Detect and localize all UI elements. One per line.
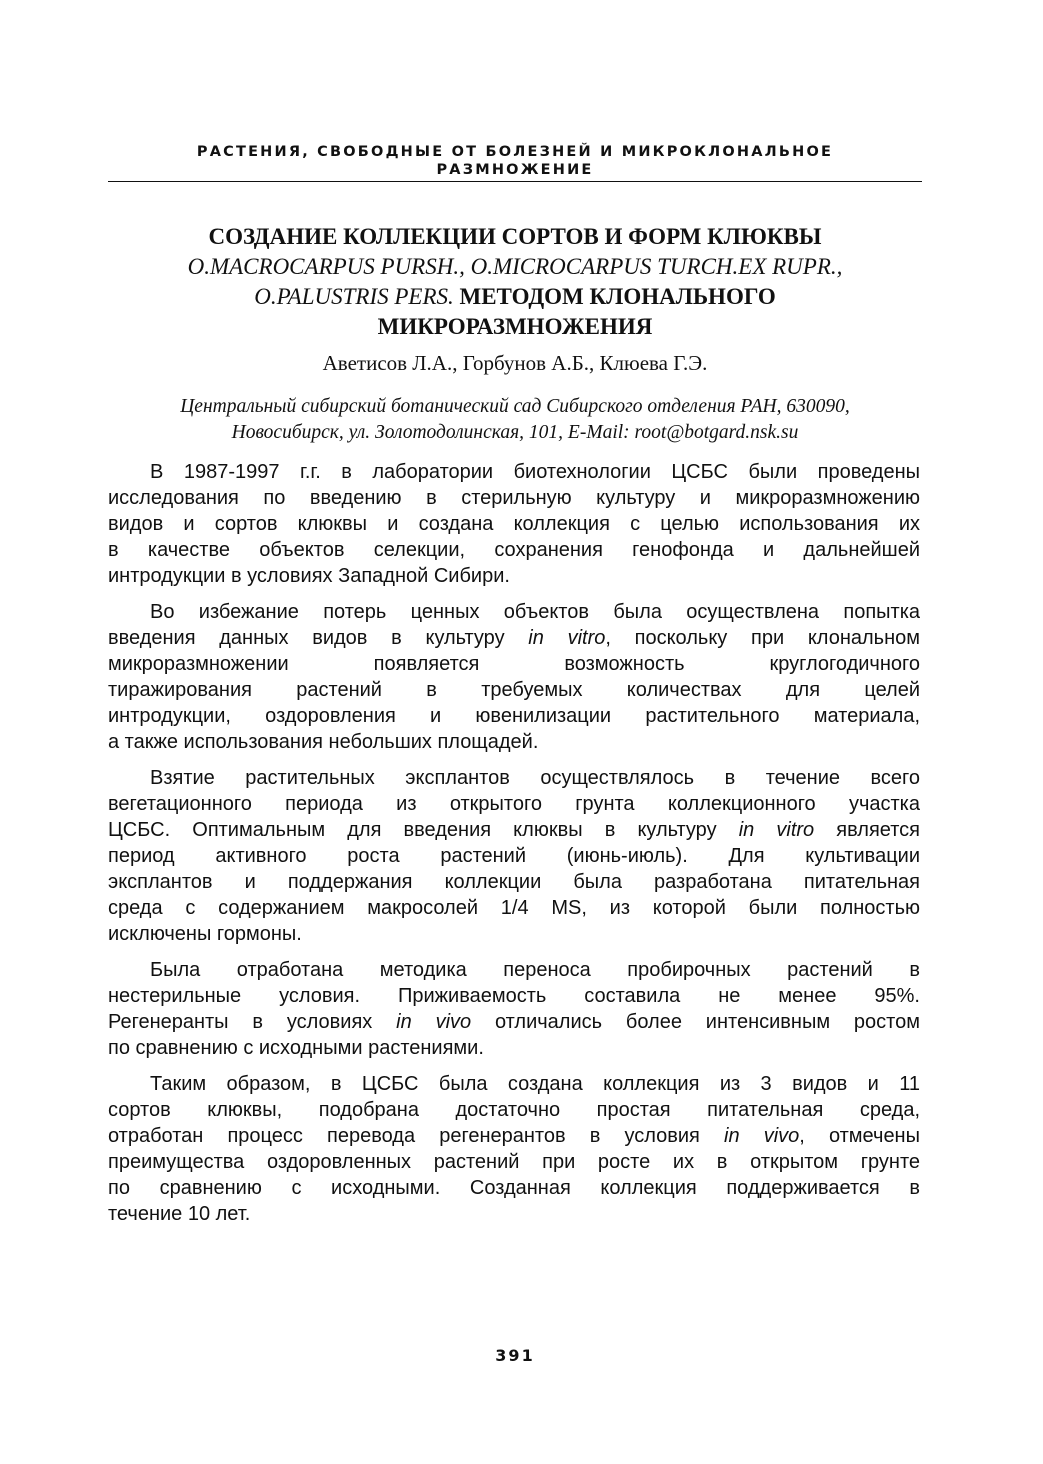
text-line: по сравнению с исходными растениями. [108,1037,484,1059]
text-line: течение 10 лет. [108,1203,251,1225]
text-line: среда с содержанием макросолей 1/4 MS, из которой были полностью [108,897,920,919]
text-run: отличались более интенсивным ростом [471,1011,920,1033]
text-run: является [814,819,920,841]
text-line: микроразмножении появляется возможность круглогодичного [108,653,920,675]
text-run: , поскольку при клональном [605,627,920,649]
text-line: а также использования небольших площадей. [108,731,539,753]
text-line [108,1009,920,1035]
text-line: сортов клюквы, подобрана достаточно простая питательная среда, [108,1099,920,1121]
text-line: период активного роста растений (июнь-июль). Для культивации [108,845,920,867]
text-line [108,625,920,651]
text-line: Во избежание потерь ценных объектов была осуществлена попытка [150,601,920,623]
text-line: интродукции в условиях Западной Сибири. [108,565,510,587]
affiliation-line: Центральный сибирский ботанический сад Сибирского отделения РАН, 630090, [180,396,850,417]
paragraph [108,1071,920,1227]
text-line [108,1123,920,1149]
text-line: интродукции, оздоровления и ювенилизации растительного материала, [108,705,920,727]
paper-title [108,222,922,342]
text-run: Регенеранты в условиях [108,1011,397,1033]
italic-term: in vivo [396,1011,472,1033]
text-line: Взятие растительных эксплантов осуществлялось в течение всего [150,767,920,789]
text-run: , отмечены [799,1125,920,1147]
running-head-line: РАСТЕНИЯ, СВОБОДНЫЕ ОТ БОЛЕЗНЕЙ И МИКРОКЛОНАЛЬНОЕ [196,144,834,160]
running-head-line: РАЗМНОЖЕНИЕ [436,162,594,178]
italic-term: in vitro [528,627,606,649]
text-run: введения данных видов в культуру [108,627,529,649]
body-text [108,459,920,1237]
title-text: МЕТОДОМ КЛОНАЛЬНОГО [453,284,776,309]
page-number: 391 [495,1346,535,1365]
affiliation [108,394,922,446]
paragraph [108,599,920,755]
title-line [108,282,922,312]
title-line: СОЗДАНИЕ КОЛЛЕКЦИИ СОРТОВ И ФОРМ КЛЮКВЫ [208,224,822,249]
text-line: нестерильные условия. Приживаемость составила не менее 95%. [108,985,920,1007]
text-line: Таким образом, в ЦСБС была создана коллекция из 3 видов и 11 [150,1073,920,1095]
text-line: исследования по введению в стерильную культуру и микроразмножению [108,487,920,509]
text-run: ЦСБС. Оптимальным для введения клюквы в культуру [108,819,739,841]
running-head [108,143,922,179]
text-line [108,817,920,843]
text-line: вегетационного периода из открытого грунта коллекционного участка [108,793,920,815]
text-line: преимущества оздоровленных растений при росте их в открытом грунте [108,1151,920,1173]
text-line: эксплантов и поддержания коллекции была разработана питательная [108,871,920,893]
affiliation-line: Новосибирск, ул. Золотодолинская, 101, E-Mail: root@botgard.nsk.su [231,422,799,443]
paragraph [108,459,920,589]
title-line: МИКРОРАЗМНОЖЕНИЯ [377,314,653,339]
italic-term: in vitro [738,819,815,841]
text-line: Была отработана методика переноса пробирочных растений в [150,959,920,981]
title-line: O.MACROCARPUS PURSH., O.MICROCARPUS TURCH.EX RUPR., [187,254,843,279]
text-run: отработан процесс перевода регенерантов в условия [108,1125,725,1147]
paragraph [108,765,920,947]
text-line: исключены гормоны. [108,923,302,945]
text-line: видов и сортов клюквы и создана коллекция с целью использования их [108,513,920,535]
text-line: тиражирования растений в требуемых количествах для целей [108,679,920,701]
paragraph [108,957,920,1061]
text-line: в качестве объектов селекции, сохранения генофонда и дальнейшей [108,539,920,561]
header-rule [108,181,922,182]
italic-term: in vivo [724,1125,800,1147]
title-species: O.PALUSTRIS PERS. [254,284,454,309]
text-line: по сравнению с исходными. Созданная коллекция поддерживается в [108,1177,920,1199]
authors: Аветисов Л.А., Горбунов А.Б., Клюева Г.Э. [322,351,708,375]
text-line: В 1987-1997 г.г. в лаборатории биотехнологии ЦСБС были проведены [150,461,920,483]
